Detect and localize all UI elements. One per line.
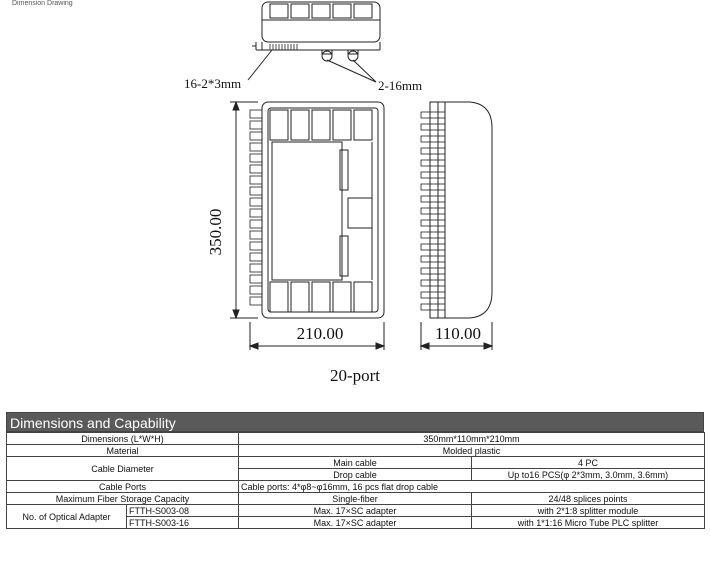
spec-table-header: Dimensions and Capability bbox=[6, 412, 704, 432]
depth-dimension: 110.00 bbox=[434, 324, 482, 343]
spec-label: No. of Optical Adapter bbox=[7, 505, 127, 529]
top-note: Dimension Drawing bbox=[12, 0, 73, 7]
top-view bbox=[248, 2, 380, 82]
table-row bbox=[7, 457, 705, 469]
spec-label: Dimensions (L*W*H) bbox=[7, 433, 239, 445]
spec-table bbox=[6, 432, 705, 529]
spec-value: Max. 17×SC adapter bbox=[239, 517, 472, 529]
screw-label: 16-2*3mm bbox=[184, 76, 242, 91]
spec-value: Max. 17×SC adapter bbox=[239, 505, 472, 517]
table-row bbox=[7, 445, 705, 457]
spec-label: Cable Ports bbox=[7, 481, 239, 493]
gland-label: 2-16mm bbox=[378, 78, 423, 93]
spec-label: Material bbox=[7, 445, 239, 457]
spec-value: Cable ports: 4*φ8~φ16mm, 16 pcs flat drop cable bbox=[239, 481, 705, 493]
spec-value: 24/48 splices points bbox=[472, 493, 705, 505]
spec-sublabel: Drop cable bbox=[239, 469, 472, 481]
table-row bbox=[7, 481, 705, 493]
spec-value: with 2*1:8 splitter module bbox=[472, 505, 705, 517]
height-dimension: 350.00 bbox=[206, 208, 225, 256]
model-label: FTTH-S003-08 bbox=[127, 505, 239, 517]
front-view bbox=[250, 102, 384, 318]
side-view bbox=[421, 102, 492, 318]
width-dimension: 210.00 bbox=[296, 324, 344, 343]
spec-value: with 1*1:16 Micro Tube PLC splitter bbox=[472, 517, 705, 529]
spec-value: Molded plastic bbox=[239, 445, 705, 457]
spec-label: Maximum Fiber Storage Capacity bbox=[7, 493, 239, 505]
table-row bbox=[7, 493, 705, 505]
spec-sublabel: Single-fiber bbox=[239, 493, 472, 505]
spec-value: 4 PC bbox=[472, 457, 705, 469]
drawing-caption: 20-port bbox=[329, 366, 381, 385]
table-row bbox=[7, 433, 705, 445]
model-label: FTTH-S003-16 bbox=[127, 517, 239, 529]
spec-sublabel: Main cable bbox=[239, 457, 472, 469]
dimension-lines bbox=[230, 102, 492, 350]
spec-label: Cable Diameter bbox=[7, 457, 239, 481]
spec-value: 350mm*110mm*210mm bbox=[239, 433, 705, 445]
table-row bbox=[7, 505, 705, 517]
spec-value: Up to16 PCS(φ 2*3mm, 3.0mm, 3.6mm) bbox=[472, 469, 705, 481]
